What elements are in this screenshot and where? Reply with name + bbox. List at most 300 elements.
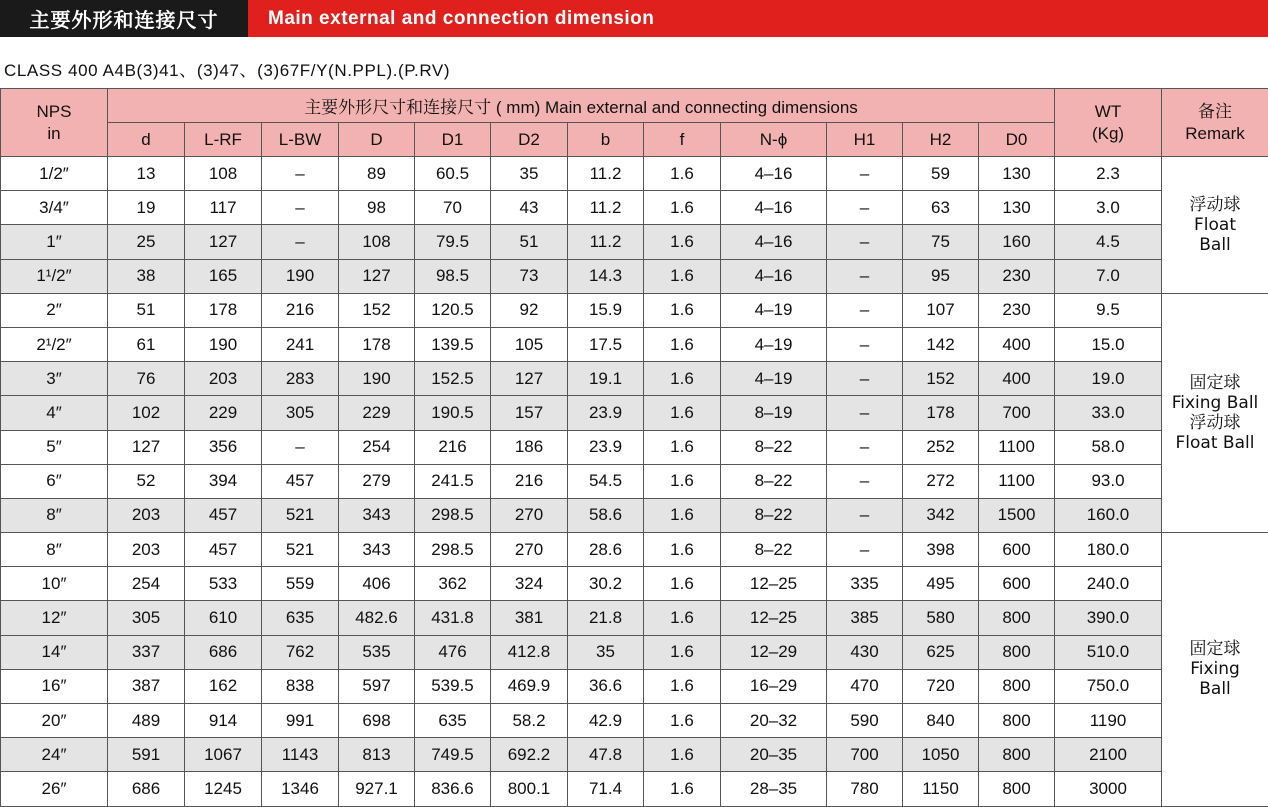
remark-cn: 备注 [1198, 101, 1232, 121]
table-cell: 229 [339, 396, 415, 430]
table-cell: 324 [491, 567, 568, 601]
table-cell: 495 [903, 567, 979, 601]
table-cell: 1.6 [644, 498, 721, 532]
table-cell: 120.5 [415, 293, 491, 327]
table-cell: 241.5 [415, 464, 491, 498]
table-cell: 7.0 [1055, 259, 1162, 293]
table-cell: 160 [979, 225, 1055, 259]
table-cell: 61 [108, 327, 185, 361]
table-row [1, 362, 1268, 396]
table-cell: 800 [979, 601, 1055, 635]
table-cell: 838 [262, 669, 339, 703]
table-cell: – [827, 464, 903, 498]
table-cell: 1.6 [644, 430, 721, 464]
table-cell: 686 [185, 635, 262, 669]
table-cell: 836.6 [415, 772, 491, 806]
nps-label: NPS [36, 101, 72, 121]
table-row [1, 498, 1268, 532]
table-cell: 240.0 [1055, 567, 1162, 601]
table-row [1, 396, 1268, 430]
table-cell: 1″ [1, 225, 108, 259]
column-header: H2 [903, 123, 979, 157]
table-cell: 203 [108, 533, 185, 567]
table-cell: 139.5 [415, 327, 491, 361]
table-cell: 4–16 [721, 225, 827, 259]
table-cell: 11.2 [568, 191, 644, 225]
table-cell: 107 [903, 293, 979, 327]
table-cell: 1.6 [644, 327, 721, 361]
table-cell: 431.8 [415, 601, 491, 635]
table-cell: 1.6 [644, 601, 721, 635]
table-row [1, 327, 1268, 361]
group-header: 主要外形尺寸和连接尺寸 ( mm) Main external and connecting dimensions [108, 89, 1055, 123]
table-cell: 1.6 [644, 704, 721, 738]
table-cell: 71.4 [568, 772, 644, 806]
table-cell: 58.0 [1055, 430, 1162, 464]
table-cell: 178 [185, 293, 262, 327]
column-header: D [339, 123, 415, 157]
table-cell: 625 [903, 635, 979, 669]
table-cell: 610 [185, 601, 262, 635]
table-cell: 89 [339, 157, 415, 191]
table-cell: 385 [827, 601, 903, 635]
table-cell: – [827, 157, 903, 191]
wt-label: WT [1094, 101, 1122, 121]
table-cell: 600 [979, 567, 1055, 601]
table-cell: 686 [108, 772, 185, 806]
table-cell: 12–29 [721, 635, 827, 669]
table-cell: 800 [979, 669, 1055, 703]
column-header: b [568, 123, 644, 157]
table-cell: 59 [903, 157, 979, 191]
table-cell: 1¹/2″ [1, 259, 108, 293]
table-cell: 1.6 [644, 738, 721, 772]
remark-cell [1162, 157, 1268, 294]
table-cell: 362 [415, 567, 491, 601]
table-cell: 470 [827, 669, 903, 703]
table-cell: 102 [108, 396, 185, 430]
table-cell: – [827, 327, 903, 361]
table-cell: 1.6 [644, 191, 721, 225]
table-cell: 11.2 [568, 157, 644, 191]
table-cell: 17.5 [568, 327, 644, 361]
table-cell: 8–22 [721, 464, 827, 498]
table-cell: 1245 [185, 772, 262, 806]
table-cell: 4–16 [721, 191, 827, 225]
table-cell: 142 [903, 327, 979, 361]
table-cell: 1/2″ [1, 157, 108, 191]
table-cell: 1.6 [644, 225, 721, 259]
table-cell: 127 [339, 259, 415, 293]
table-cell: 28–35 [721, 772, 827, 806]
table-cell: 117 [185, 191, 262, 225]
table-cell: 270 [491, 498, 568, 532]
table-cell: 1143 [262, 738, 339, 772]
table-cell: 186 [491, 430, 568, 464]
table-cell: – [827, 396, 903, 430]
table-row [1, 430, 1268, 464]
table-cell: 343 [339, 533, 415, 567]
remark-cell [1162, 533, 1268, 807]
table-cell: 600 [979, 533, 1055, 567]
table-cell: 3000 [1055, 772, 1162, 806]
title-en: Main external and connection dimension [248, 0, 1268, 37]
table-cell: 535 [339, 635, 415, 669]
table-cell: 152 [339, 293, 415, 327]
table-cell: 54.5 [568, 464, 644, 498]
table-cell: 2100 [1055, 738, 1162, 772]
table-cell: 28.6 [568, 533, 644, 567]
table-cell: 130 [979, 157, 1055, 191]
table-cell: 51 [491, 225, 568, 259]
column-header: N-ϕ [721, 123, 827, 157]
table-cell: 387 [108, 669, 185, 703]
column-header: L-BW [262, 123, 339, 157]
table-cell: 914 [185, 704, 262, 738]
remark-line: 固定球 [1189, 639, 1241, 660]
table-cell: 840 [903, 704, 979, 738]
column-header: f [644, 123, 721, 157]
table-cell: 93.0 [1055, 464, 1162, 498]
table-cell: 1100 [979, 430, 1055, 464]
table-cell: 160.0 [1055, 498, 1162, 532]
column-header: D2 [491, 123, 568, 157]
table-cell: 2″ [1, 293, 108, 327]
title-bar [0, 0, 1268, 37]
table-cell: 279 [339, 464, 415, 498]
table-cell: 381 [491, 601, 568, 635]
table-cell: 482.6 [339, 601, 415, 635]
table-cell: 10″ [1, 567, 108, 601]
table-cell: 241 [262, 327, 339, 361]
table-cell: 692.2 [491, 738, 568, 772]
table-cell: 749.5 [415, 738, 491, 772]
table-cell: 5″ [1, 430, 108, 464]
table-cell: 635 [262, 601, 339, 635]
table-cell: 356 [185, 430, 262, 464]
table-row [1, 464, 1268, 498]
remark-line: Ball [1199, 234, 1231, 255]
table-cell: – [827, 293, 903, 327]
table-cell: 1.6 [644, 157, 721, 191]
table-cell: 305 [108, 601, 185, 635]
remark-line: Float Ball [1175, 432, 1255, 453]
table-cell: 1100 [979, 464, 1055, 498]
table-cell: 590 [827, 704, 903, 738]
table-cell: 8″ [1, 498, 108, 532]
dimension-table [0, 88, 1268, 807]
table-cell: 43 [491, 191, 568, 225]
table-cell: 95 [903, 259, 979, 293]
table-row [1, 157, 1268, 191]
table-cell: – [262, 157, 339, 191]
table-cell: 19 [108, 191, 185, 225]
remark-header [1162, 89, 1268, 157]
table-cell: 283 [262, 362, 339, 396]
table-row [1, 567, 1268, 601]
table-cell: 23.9 [568, 396, 644, 430]
remark-line: 浮动球 [1189, 412, 1241, 433]
table-cell: 47.8 [568, 738, 644, 772]
table-cell: 105 [491, 327, 568, 361]
table-cell: 13 [108, 157, 185, 191]
table-row [1, 669, 1268, 703]
table-cell: 1.6 [644, 533, 721, 567]
table-cell: 36.6 [568, 669, 644, 703]
table-cell: 24″ [1, 738, 108, 772]
table-cell: 1050 [903, 738, 979, 772]
table-row [1, 259, 1268, 293]
table-cell: 335 [827, 567, 903, 601]
table-cell: 1.6 [644, 362, 721, 396]
table-cell: 780 [827, 772, 903, 806]
table-cell: 4–16 [721, 157, 827, 191]
nps-unit: in [47, 123, 61, 143]
table-cell: 23.9 [568, 430, 644, 464]
table-cell: 1.6 [644, 293, 721, 327]
table-cell: 76 [108, 362, 185, 396]
table-cell: 400 [979, 362, 1055, 396]
table-cell: 30.2 [568, 567, 644, 601]
table-cell: 42.9 [568, 704, 644, 738]
table-cell: 229 [185, 396, 262, 430]
table-cell: 4.5 [1055, 225, 1162, 259]
column-header: H1 [827, 123, 903, 157]
remark-en: Remark [1185, 123, 1245, 143]
table-cell: 476 [415, 635, 491, 669]
table-cell: 108 [339, 225, 415, 259]
remark-line: 浮动球 [1189, 194, 1241, 215]
table-cell: 813 [339, 738, 415, 772]
table-cell: 9.5 [1055, 293, 1162, 327]
table-cell: 4″ [1, 396, 108, 430]
nps-header [1, 89, 108, 157]
column-header: D0 [979, 123, 1055, 157]
table-row [1, 772, 1268, 806]
remark-line: 固定球 [1189, 372, 1241, 393]
table-cell: 38 [108, 259, 185, 293]
table-cell: 79.5 [415, 225, 491, 259]
table-row [1, 704, 1268, 738]
table-cell: 800.1 [491, 772, 568, 806]
table-cell: – [827, 533, 903, 567]
table-cell: 8–22 [721, 498, 827, 532]
table-cell: 539.5 [415, 669, 491, 703]
table-cell: 230 [979, 293, 1055, 327]
table-cell: 270 [491, 533, 568, 567]
table-cell: 591 [108, 738, 185, 772]
table-cell: 12–25 [721, 601, 827, 635]
table-cell: 580 [903, 601, 979, 635]
table-cell: 4–19 [721, 293, 827, 327]
table-cell: 58.2 [491, 704, 568, 738]
column-header: d [108, 123, 185, 157]
remark-line: Fixing Ball [1171, 392, 1259, 413]
table-cell: – [827, 191, 903, 225]
table-cell: 750.0 [1055, 669, 1162, 703]
remark-cell [1162, 293, 1268, 532]
table-cell: 216 [491, 464, 568, 498]
table-cell: 20–35 [721, 738, 827, 772]
table-row [1, 601, 1268, 635]
table-cell: 698 [339, 704, 415, 738]
table-cell: 216 [415, 430, 491, 464]
table-cell: 8–22 [721, 430, 827, 464]
table-cell: 8–22 [721, 533, 827, 567]
table-cell: 412.8 [491, 635, 568, 669]
table-cell: 3/4″ [1, 191, 108, 225]
table-row [1, 293, 1268, 327]
table-cell: 533 [185, 567, 262, 601]
title-cn: 主要外形和连接尺寸 [0, 0, 248, 37]
table-cell: 272 [903, 464, 979, 498]
table-cell: 162 [185, 669, 262, 703]
table-cell: 800 [979, 635, 1055, 669]
table-cell: 127 [491, 362, 568, 396]
table-cell: 991 [262, 704, 339, 738]
table-cell: 8–19 [721, 396, 827, 430]
table-cell: 19.0 [1055, 362, 1162, 396]
table-cell: 298.5 [415, 533, 491, 567]
table-cell: 700 [979, 396, 1055, 430]
table-cell: 70 [415, 191, 491, 225]
table-cell: 98.5 [415, 259, 491, 293]
table-cell: 254 [108, 567, 185, 601]
table-cell: 559 [262, 567, 339, 601]
table-cell: 3.0 [1055, 191, 1162, 225]
table-cell: 406 [339, 567, 415, 601]
table-cell: 58.6 [568, 498, 644, 532]
table-cell: 35 [491, 157, 568, 191]
table-cell: 15.0 [1055, 327, 1162, 361]
table-cell: 130 [979, 191, 1055, 225]
table-cell: 127 [108, 430, 185, 464]
table-cell: – [827, 498, 903, 532]
table-cell: 3″ [1, 362, 108, 396]
table-cell: – [827, 259, 903, 293]
table-cell: 254 [339, 430, 415, 464]
table-cell: 1.6 [644, 567, 721, 601]
table-cell: 342 [903, 498, 979, 532]
table-cell: 457 [185, 498, 262, 532]
table-row [1, 191, 1268, 225]
table-cell: 430 [827, 635, 903, 669]
table-cell: 635 [415, 704, 491, 738]
table-row [1, 738, 1268, 772]
table-cell: 305 [262, 396, 339, 430]
table-cell: 343 [339, 498, 415, 532]
table-cell: 400 [979, 327, 1055, 361]
table-row [1, 225, 1268, 259]
table-cell: 252 [903, 430, 979, 464]
table-cell: 25 [108, 225, 185, 259]
table-cell: 178 [339, 327, 415, 361]
table-cell: 720 [903, 669, 979, 703]
table-cell: 4–19 [721, 362, 827, 396]
table-cell: – [262, 225, 339, 259]
table-cell: 20–32 [721, 704, 827, 738]
table-cell: – [262, 191, 339, 225]
table-cell: 1.6 [644, 635, 721, 669]
wt-unit: (Kg) [1091, 123, 1125, 143]
table-cell: 2.3 [1055, 157, 1162, 191]
table-cell: 1190 [1055, 704, 1162, 738]
table-cell: 14.3 [568, 259, 644, 293]
table-cell: 6″ [1, 464, 108, 498]
table-cell: 469.9 [491, 669, 568, 703]
table-cell: 510.0 [1055, 635, 1162, 669]
table-cell: 398 [903, 533, 979, 567]
table-cell: 152 [903, 362, 979, 396]
table-cell: 394 [185, 464, 262, 498]
table-cell: 800 [979, 738, 1055, 772]
table-cell: 521 [262, 498, 339, 532]
table-cell: 216 [262, 293, 339, 327]
table-cell: 203 [185, 362, 262, 396]
table-cell: 63 [903, 191, 979, 225]
table-cell: 190 [339, 362, 415, 396]
table-cell: 1.6 [644, 396, 721, 430]
table-cell: 98 [339, 191, 415, 225]
table-cell: 1.6 [644, 259, 721, 293]
table-cell: 203 [108, 498, 185, 532]
table-cell: 20″ [1, 704, 108, 738]
table-cell: – [827, 362, 903, 396]
table-cell: 19.1 [568, 362, 644, 396]
table-cell: 92 [491, 293, 568, 327]
table-cell: 52 [108, 464, 185, 498]
table-cell: 180.0 [1055, 533, 1162, 567]
table-cell: 4–16 [721, 259, 827, 293]
table-cell: 700 [827, 738, 903, 772]
table-cell: 1150 [903, 772, 979, 806]
wt-header [1055, 89, 1162, 157]
table-cell: 1.6 [644, 669, 721, 703]
table-cell: 14″ [1, 635, 108, 669]
table-cell: 8″ [1, 533, 108, 567]
table-cell: 12–25 [721, 567, 827, 601]
table-cell: 190 [262, 259, 339, 293]
table-cell: 190 [185, 327, 262, 361]
table-cell: 927.1 [339, 772, 415, 806]
table-row [1, 533, 1268, 567]
table-cell: 762 [262, 635, 339, 669]
table-cell: 597 [339, 669, 415, 703]
table-cell: 800 [979, 704, 1055, 738]
table-cell: 21.8 [568, 601, 644, 635]
table-cell: 16″ [1, 669, 108, 703]
table-cell: 298.5 [415, 498, 491, 532]
table-cell: 230 [979, 259, 1055, 293]
table-cell: – [827, 225, 903, 259]
table-cell: 457 [262, 464, 339, 498]
table-cell: 51 [108, 293, 185, 327]
column-header: L-RF [185, 123, 262, 157]
table-cell: 165 [185, 259, 262, 293]
table-cell: 33.0 [1055, 396, 1162, 430]
table-cell: 337 [108, 635, 185, 669]
table-cell: 1346 [262, 772, 339, 806]
table-cell: 157 [491, 396, 568, 430]
table-cell: 1500 [979, 498, 1055, 532]
table-cell: 11.2 [568, 225, 644, 259]
table-cell: 127 [185, 225, 262, 259]
column-header: D1 [415, 123, 491, 157]
remark-line: Fixing [1190, 659, 1240, 680]
table-cell: 521 [262, 533, 339, 567]
remark-line: Ball [1199, 679, 1231, 700]
table-cell: 35 [568, 635, 644, 669]
